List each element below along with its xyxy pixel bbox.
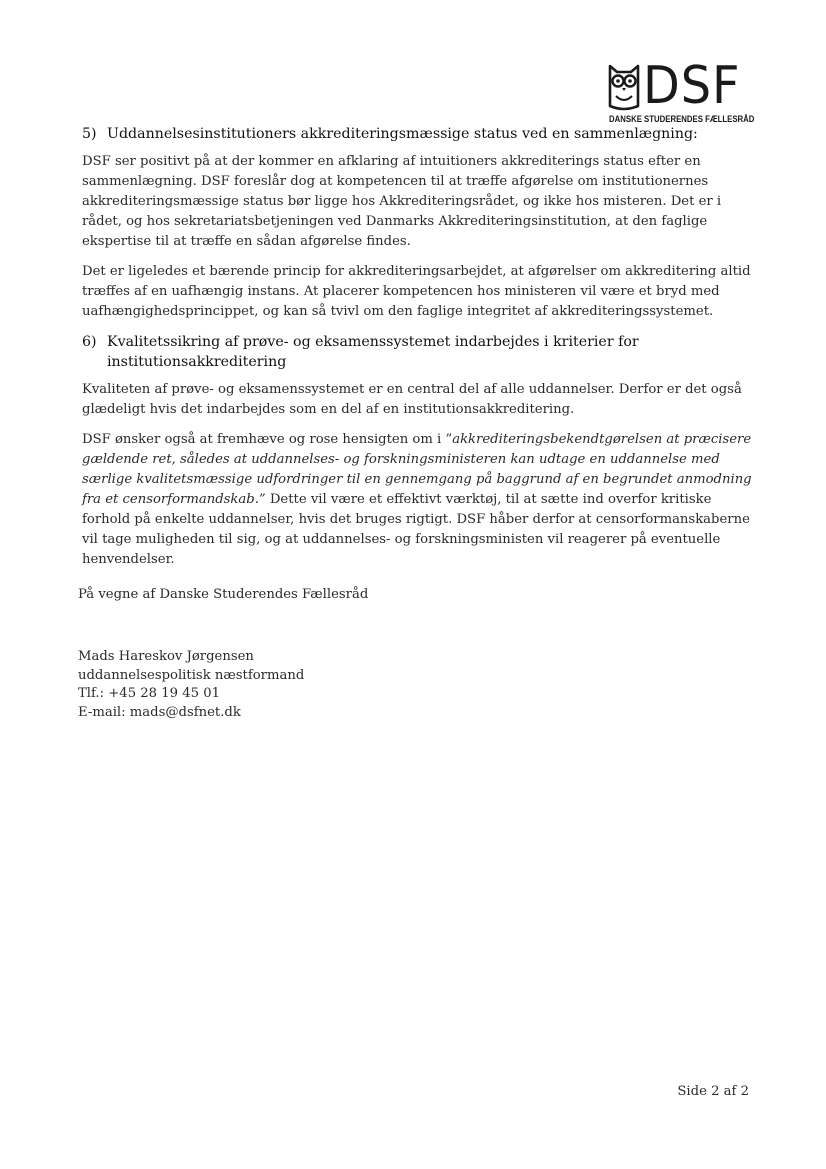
paragraph [82,430,752,570]
logo-letters: DSF [643,56,741,116]
signer-role: uddannelsespolitisk næstformand [78,667,305,683]
closing-line: På vegne af Danske Studerendes Fællesråd [78,587,369,602]
page-number: Side 2 af 2 [677,1084,749,1099]
section-number: 6) [82,334,97,350]
section-number: 5) [82,126,97,142]
signer-name: Mads Hareskov Jørgensen [78,649,254,664]
dsf-logo [607,56,755,126]
section-title: Uddannelsesinstitutioners akkrediteringsmæssige status ved en sammenlægning: [107,126,698,142]
document-body [82,124,752,580]
paragraph: DSF ser positivt på at der kommer en afklaring af intuitioners akkrediterings status efter en sammenlægning. DSF foreslår dog at kompetencen til at træffe afgørelse om institutionernes akkrediteringsmæssige status bør ligge hos Akkrediteringsrådet, og ikke hos misteren. Det er i rådet, og hos sekretariatsbetjeningen ved Danmarks Akkrediteringsinstitution, at den faglige ekspertise til at træffe en sådan afgørelse findes. [82,154,722,249]
quoted-text: akkrediteringsbekendtgørelsen at præcisere gældende ret, således at uddannelses- og forskningsministeren kan udtage en uddannelse med særlige kvalitetsmæssige udfordringer til en gennemgang på baggrund af en begrundet anmodning fra et censorformandskab.” [82,432,752,507]
paragraph: Det er ligeledes et bærende princip for akkrediteringsarbejdet, at afgørelser om akkreditering altid træffes af en uafhængig instans. At placerer kompetencen hos ministeren vil være et bryd med uafhængighedsprincippet, og kan så tvivl om den faglige integritet af akkrediteringssystemet. [82,264,751,319]
owl-icon [607,62,641,112]
paragraph-tail: Dette vil være et effektivt værktøj, til at sætte ind overfor kritiske forhold på enkelte uddannelser, hvis det bruges rigtigt. DSF håber derfor at censorformanskaberne vil tage muligheden til sig, og at uddannelses- og forskningsministen vil reagerer på eventuelle henvendelser. [82,492,750,567]
section-title: Kvalitetssikring af prøve- og eksamenssystemet indarbejdes i kriterier for institutionsakkreditering [107,334,639,370]
signer-phone: Tlf.: +45 28 19 45 01 [78,686,220,701]
paragraph: Kvaliteten af prøve- og eksamenssystemet er en central del af alle uddannelser. Derfor er det også glædeligt hvis det indarbejdes som en del af en institutionsakkreditering. [82,382,742,417]
section-5-heading [82,124,752,144]
signature-block [78,648,304,722]
paragraph-lead: DSF ønsker også at fremhæve og rose hensigten om i ” [82,432,453,447]
signer-email: E-mail: mads@dsfnet.dk [78,704,241,720]
section-6-heading [82,332,752,372]
logo-subtitle: DANSKE STUDERENDES FÆLLESRÅD [609,114,755,125]
